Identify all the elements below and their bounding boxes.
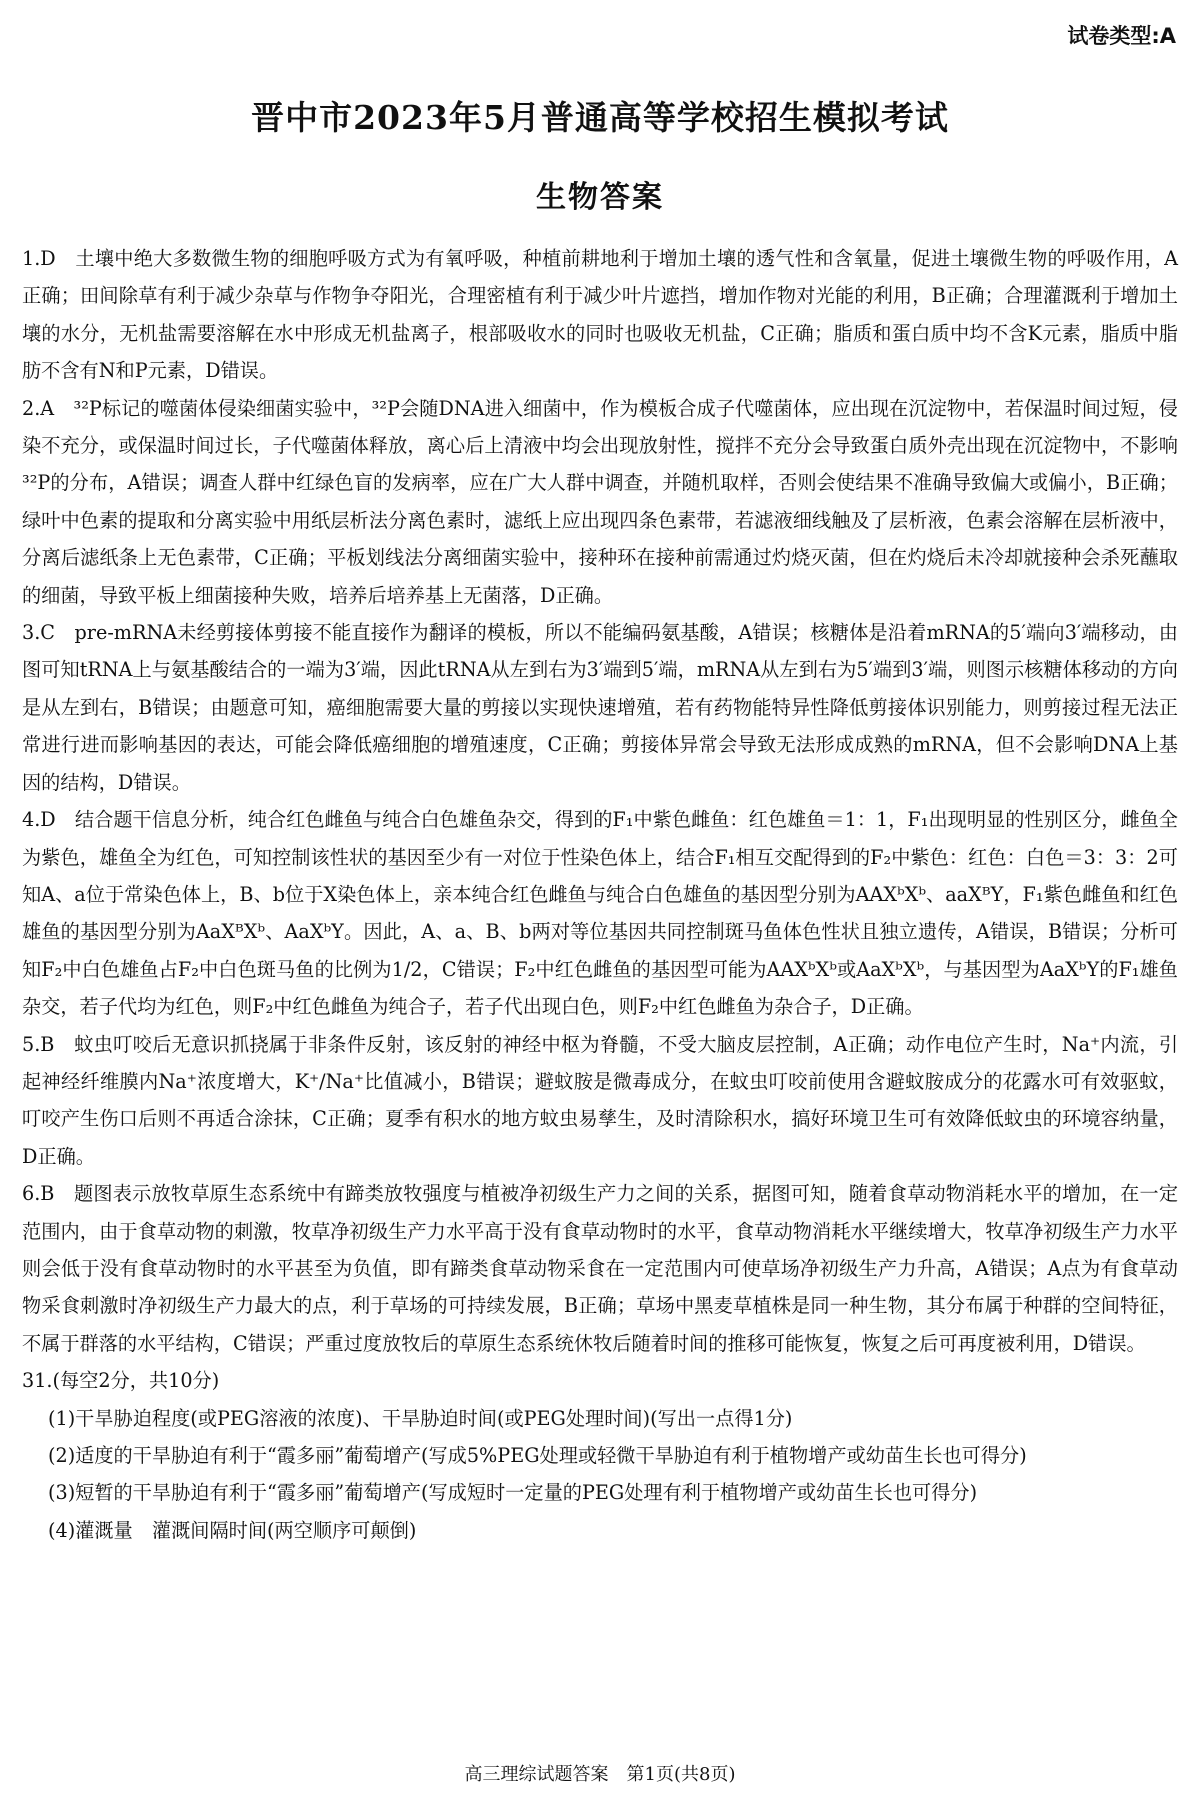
answer-item (22, 390, 1178, 614)
answer-number: 2.A (22, 396, 55, 420)
answer-number: 1.D (22, 247, 56, 270)
answer-explanation: ³²P标记的噬菌体侵染细菌实验中，³²P会随DNA进入细菌中，作为模板合成子代噬菌体，应出现在沉淀物中，若保温时间过短，侵染不充分，或保温时间过长，子代噬菌体释放，离心后上清液中均会出现放射性，搅拌不充分会导致蛋白质外壳出现在沉淀物中，不影响³²P的分布，A错误；调查人群中红绿色盲的发病率，应在广大人群中调查，并随机取样，否则会使结果不准确导致偏大或偏小，B正确；绿叶中色素的提取和分离实验中用纸层析法分离色素时，滤纸上应出现四条色素带，若滤液细线触及了层析液，色素会溶解在层析液中，分离后滤纸条上无色素带，C正确；平板划线法分离细菌实验中，接种环在接种前需通过灼烧灭菌，但在灼烧后未冷却就接种会杀死蘸取的细菌，导致平板上细菌接种失败，培养后培养基上无菌落，D正确。 (22, 396, 1178, 607)
answer-item (22, 240, 1178, 390)
q31-item: (1)干旱胁迫程度(或PEG溶液的浓度)、干旱胁迫时间(或PEG处理时间)(写出一点得1分) (48, 1406, 793, 1430)
page-title: 晋中市2023年5月普通高等学校招生模拟考试 (251, 98, 949, 137)
answer-item (22, 614, 1178, 801)
answer-number: 4.D (22, 808, 56, 832)
q31-item: (4)灌溉量 灌溉间隔时间(两空顺序可颠倒) (48, 1518, 417, 1542)
answer-number: 5.B (22, 1032, 55, 1056)
q31-item: (2)适度的干旱胁迫有利于“霞多丽”葡萄增产(写成5%PEG处理或轻微干旱胁迫有利于植物增产或幼苗生长也可得分) (48, 1444, 1027, 1467)
answer-explanation: 蚊虫叮咬后无意识抓挠属于非条件反射，该反射的神经中枢为脊髓，不受大脑皮层控制，A正确；动作电位产生时，Na⁺内流，引起神经纤维膜内Na⁺浓度增大，K⁺/Na⁺比值减小，B错误；避蚊胺是微毒成分，在蚊虫叮咬前使用含避蚊胺成分的花露水可有效驱蚊，叮咬产生伤口后则不再适合涂抹，C正确；夏季有积水的地方蚊虫易孳生，及时清除积水，搞好环境卫生可有效降低蚊虫的环境容纳量，D正确。 (22, 1032, 1179, 1168)
paper-type-label: 试卷类型:A (1067, 24, 1176, 48)
answer-item (22, 1026, 1178, 1176)
page-footer: 高三理综试题答案 第1页(共8页) (464, 1764, 736, 1785)
answer-body (22, 240, 1178, 1549)
q31-item: (3)短暂的干旱胁迫有利于“霞多丽”葡萄增产(写成短时一定量的PEG处理有利于植物增产或幼苗生长也可得分) (48, 1481, 978, 1505)
answer-item (22, 801, 1178, 1025)
page-subtitle: 生物答案 (536, 180, 664, 215)
answer-explanation: pre-mRNA未经剪接体剪接不能直接作为翻译的模板，所以不能编码氨基酸，A错误；核糖体是沿着mRNA的5′端向3′端移动，由图可知tRNA上与氨基酸结合的一端为3′端，因此tRNA从左到右为3′端到5′端，mRNA从左到右为5′端到3′端，则图示核糖体移动的方向是从左到右，B错误；由题意可知，癌细胞需要大量的剪接以实现快速增殖，若有药物能特异性降低剪接体识别能力，则剪接过程无法正常进行进而影响基因的表达，可能会降低癌细胞的增殖速度，C正确；剪接体异常会导致无法形成成熟的mRNA，但不会影响DNA上基因的结构，D错误。 (22, 621, 1178, 794)
answer-explanation: 结合题干信息分析，纯合红色雌鱼与纯合白色雄鱼杂交，得到的F₁中紫色雌鱼：红色雄鱼＝1：1，F₁出现明显的性别区分，雌鱼全为紫色，雄鱼全为红色，可知控制该性状的基因至少有一对位于性染色体上，结合F₁相互交配得到的F₂中紫色：红色：白色＝3：3：2可知A、a位于常染色体上，B、b位于X染色体上，亲本纯合红色雌鱼与纯合白色雄鱼的基因型分别为AAXᵇXᵇ、aaXᴮY，F₁紫色雌鱼和红色雄鱼的基因型分别为AaXᴮXᵇ、AaXᵇY。因此，A、a、B、b两对等位基因共同控制斑马鱼体色性状且独立遗传，A错误，B错误；分析可知F₂中白色雄鱼占F₂中白色斑马鱼的比例为1/2，C错误；F₂中红色雌鱼的基因型可能为AAXᵇXᵇ或AaXᵇXᵇ，与基因型为AaXᵇY的F₁雄鱼杂交，若子代均为红色，则F₂中红色雌鱼为纯合子，若子代出现白色，则F₂中红色雌鱼为杂合子，D正确。 (22, 808, 1178, 1019)
answer-explanation: 土壤中绝大多数微生物的细胞呼吸方式为有氧呼吸，种植前耕地利于增加土壤的透气性和含氧量，促进土壤微生物的呼吸作用，A正确；田间除草有利于减少杂草与作物争夺阳光，合理密植有利于减少叶片遮挡，增加作物对光能的利用，B正确；合理灌溉利于增加土壤的水分，无机盐需要溶解在水中形成无机盐离子，根部吸收水的同时也吸收无机盐，C正确；脂质和蛋白质中均不含K元素，脂质中脂肪不含有N和P元素，D错误。 (22, 247, 1179, 383)
answer-number: 6.B (22, 1182, 55, 1206)
answer-item (22, 1175, 1178, 1362)
q31-header: 31.(每空2分，共10分) (22, 1369, 220, 1393)
answer-number: 3.C (22, 621, 55, 645)
answer-explanation: 题图表示放牧草原生态系统中有蹄类放牧强度与植被净初级生产力之间的关系，据图可知，随着食草动物消耗水平的增加，在一定范围内，由于食草动物的刺激，牧草净初级生产力水平高于没有食草动物时的水平，食草动物消耗水平继续增大，牧草净初级生产力水平则会低于没有食草动物时的水平甚至为负值，即有蹄类食草动物采食在一定范围内可使草场净初级生产力升高，A错误；A点为有食草动物采食刺激时净初级生产力最大的点，利于草场的可持续发展，B正确；草场中黑麦草植株是同一种生物，其分布属于种群的空间特征，不属于群落的水平结构，C错误；严重过度放牧后的草原生态系统休牧后随着时间的推移可能恢复，恢复之后可再度被利用，D错误。 (22, 1182, 1179, 1355)
